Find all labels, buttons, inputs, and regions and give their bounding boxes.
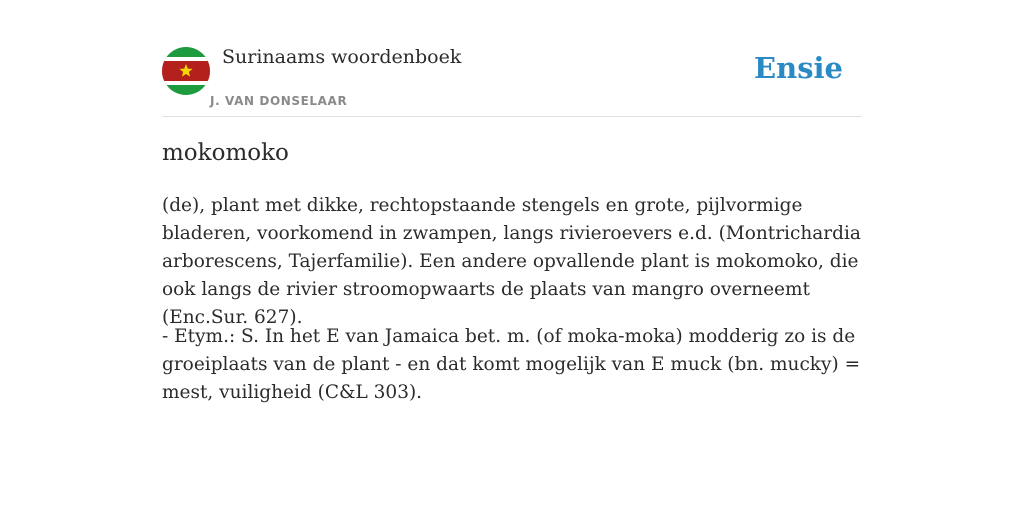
dictionary-title[interactable]: Surinaams woordenboek [222, 46, 462, 68]
content-container [162, 0, 862, 403]
dictionary-header [162, 0, 862, 117]
entry-word: mokomoko [162, 140, 289, 166]
suriname-flag-icon[interactable] [162, 47, 210, 95]
definition-paragraph: (de), plant met dikke, rechtopstaande stengels en grote, pijlvormige bladeren, voorkomend in zwampen, langs rivieroevers e.d. (Montrichardia arborescens, Tajerfamilie). Een andere opvallende plant is mokomoko, die ook langs de rivier stroomopwaarts de plaats van mangro overneemt (Enc.Sur. 627). [162, 195, 861, 328]
ensie-logo[interactable]: Ensie [754, 51, 843, 85]
etymology-paragraph: - Etym.: S. In het E van Jamaica bet. m. (of moka-moka) modderig zo is de groeiplaats van de plant - en dat komt mogelijk van E muck (bn. mucky) = mest, vuiligheid (C&L 303). [162, 326, 861, 403]
dictionary-author: J. VAN DONSELAAR [210, 94, 348, 108]
